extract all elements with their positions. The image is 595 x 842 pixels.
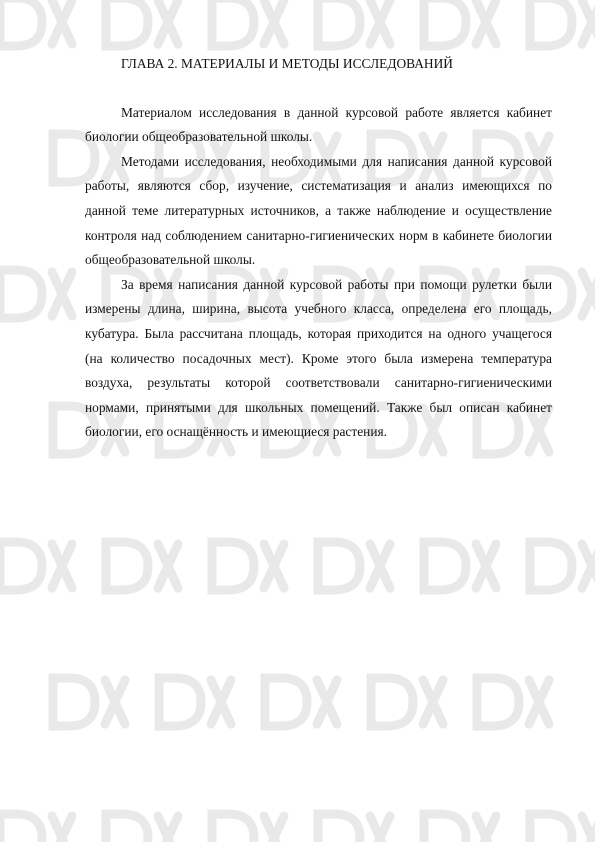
watermark-glyph — [477, 678, 519, 726]
watermark-glyph — [370, 544, 390, 588]
paragraph-material: Материалом исследования в данной курсовой работе является кабинет биологии общеобразовательной школы. — [85, 104, 552, 145]
watermark-glyph — [52, 544, 72, 588]
watermark-glyph — [265, 678, 307, 726]
watermark-glyph — [0, 542, 42, 590]
watermark-glyph — [0, 0, 42, 46]
watermark-glyph — [0, 814, 42, 842]
paragraph-measurements: За время написания данной курсовой работы при помощи рулетки были измерены длина, ширина, высота учебного класса, определена его площадь, кубатура. Была рассчитана площадь, которая приходится на одного учащегося (на количество посадочных мест). Кроме этого была измерена температура воздуха, результаты которой соответствовали санитарно-гигиеническими нормами, принятыми для школьных помещений. Также был описан кабинет биологии, его оснащённость и имеющиеся растения. — [85, 276, 552, 440]
watermark-glyph — [582, 272, 595, 316]
watermark-glyph — [424, 542, 466, 590]
watermark-glyph — [476, 544, 496, 588]
paragraph-methods: Методами исследования, необходимыми для написания данной курсовой работы, являются сбор, изучение, систематизация и анализ имеющихся по данной теме литературных источников, а также наблюдение и осуществление контроля над соблюдением санитарно-гигиенических норм в кабинете биологии общеобразовательной школы. — [85, 153, 552, 268]
watermark-glyph — [530, 542, 572, 590]
document-body — [85, 52, 552, 445]
watermark-glyph — [106, 0, 148, 46]
watermark-glyph — [582, 544, 595, 588]
watermark-glyph — [476, 0, 496, 44]
watermark-glyph — [105, 680, 125, 724]
watermark-glyph — [158, 816, 178, 842]
watermark-glyph — [370, 0, 390, 44]
watermark-glyph — [424, 814, 466, 842]
watermark-glyph — [582, 816, 595, 842]
watermark-glyph — [52, 272, 72, 316]
watermark-glyph — [371, 678, 413, 726]
watermark-glyph — [52, 816, 72, 842]
watermark-glyph — [264, 0, 284, 44]
watermark-glyph — [530, 0, 572, 46]
watermark-glyph — [318, 542, 360, 590]
watermark-glyph — [264, 544, 284, 588]
watermark-glyph — [158, 544, 178, 588]
watermark-glyph — [106, 542, 148, 590]
watermark-glyph — [318, 814, 360, 842]
watermark-glyph — [476, 816, 496, 842]
watermark-glyph — [317, 680, 337, 724]
watermark-glyph — [212, 0, 254, 46]
watermark-glyph — [106, 814, 148, 842]
watermark-glyph — [0, 270, 42, 318]
watermark-glyph — [423, 680, 443, 724]
watermark-glyph — [212, 542, 254, 590]
watermark-glyph — [159, 678, 201, 726]
watermark-glyph — [52, 0, 72, 44]
watermark-glyph — [211, 680, 231, 724]
watermark-glyph — [158, 0, 178, 44]
watermark-glyph — [370, 816, 390, 842]
watermark-glyph — [582, 0, 595, 44]
watermark-glyph — [53, 678, 95, 726]
watermark-glyph — [318, 0, 360, 46]
watermark-glyph — [212, 814, 254, 842]
chapter-heading: ГЛАВА 2. МАТЕРИАЛЫ И МЕТОДЫ ИССЛЕДОВАНИЙ — [121, 56, 453, 71]
watermark-glyph — [424, 0, 466, 46]
watermark-glyph — [530, 814, 572, 842]
watermark-glyph — [264, 816, 284, 842]
watermark-glyph — [529, 680, 549, 724]
